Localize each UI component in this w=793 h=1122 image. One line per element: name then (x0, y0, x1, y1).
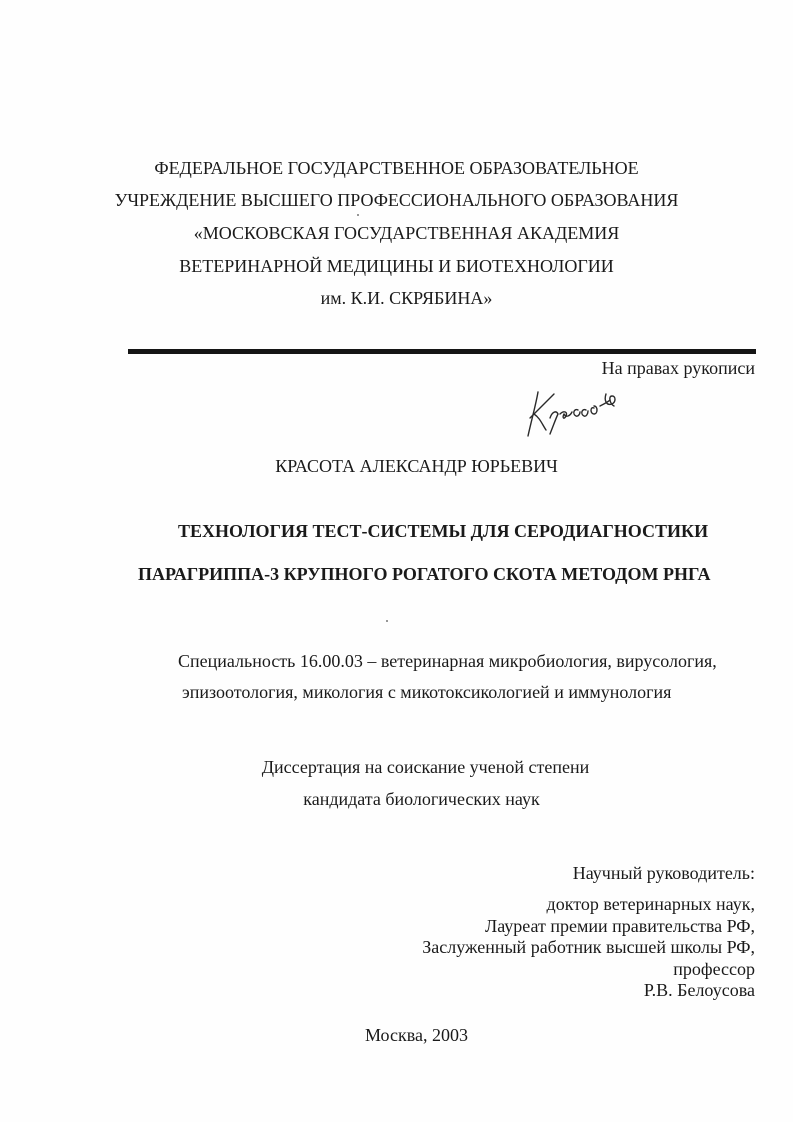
institution-line-3: «МОСКОВСКАЯ ГОСУДАРСТВЕННАЯ АКАДЕМИЯ (193, 223, 620, 243)
city-year: Москва, 2003 (365, 1025, 468, 1045)
supervisor-name: Р.В. Белоусова (643, 980, 755, 1000)
supervisor-heading: Научный руководитель: (572, 863, 755, 883)
author-signature (520, 384, 630, 446)
title-line-2: ПАРАГРИППА-3 КРУПНОГО РОГАТОГО СКОТА МЕТОДОМ РНГА (138, 564, 711, 584)
specialty-line-1: Специальность 16.00.03 – ветеринарная микробиология, вирусология, (178, 651, 717, 671)
scan-speck (386, 620, 388, 622)
title-line-1: ТЕХНОЛОГИЯ ТЕСТ-СИСТЕМЫ ДЛЯ СЕРОДИАГНОСТИКИ (178, 521, 709, 541)
supervisor-line-1: доктор ветеринарных наук, (546, 894, 755, 914)
supervisor-line-3: Заслуженный работник высшей школы РФ, (422, 937, 755, 957)
supervisor-line-4: профессор (673, 959, 755, 979)
scan-speck (357, 214, 359, 216)
dissertation-line-1: Диссертация на соискание ученой степени (261, 757, 590, 777)
specialty-line-2: эпизоотология, микология с микотоксикологией и иммунология (182, 682, 672, 702)
dissertation-line-2: кандидата биологических наук (303, 789, 540, 809)
institution-line-4: ВЕТЕРИНАРНОЙ МЕДИЦИНЫ И БИОТЕХНОЛОГИИ (179, 256, 614, 276)
manuscript-note: На правах рукописи (601, 358, 755, 378)
header-divider (128, 349, 756, 354)
institution-line-5: им. К.И. СКРЯБИНА» (320, 288, 493, 308)
institution-line-2: УЧРЕЖДЕНИЕ ВЫСШЕГО ПРОФЕССИОНАЛЬНОГО ОБРАЗОВАНИЯ (114, 190, 679, 210)
institution-line-1: ФЕДЕРАЛЬНОЕ ГОСУДАРСТВЕННОЕ ОБРАЗОВАТЕЛЬНОЕ (154, 158, 639, 178)
author-name: КРАСОТА АЛЕКСАНДР ЮРЬЕВИЧ (275, 456, 558, 476)
supervisor-line-2: Лауреат премии правительства РФ, (485, 916, 755, 936)
